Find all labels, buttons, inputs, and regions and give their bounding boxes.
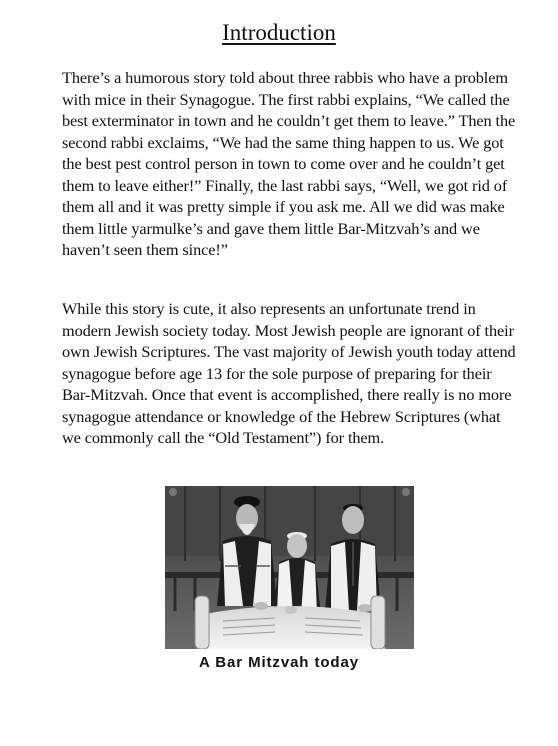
figure-caption: A Bar Mitzvah today — [199, 654, 359, 671]
bar-mitzvah-photo — [165, 486, 414, 649]
paragraph-trend: While this story is cute, it also represents an unfortunate trend in modern Jewish society today. Most Jewish people are ignorant of their own Jewish Scriptures. The vast majority of Jewish youth today attend synagogue before age 13 for the sole purpose of preparing for their Bar-Mitzvah. Once that event is accomplished, there really is no more synagogue attendance or knowledge of the Hebrew Scriptures (what we commonly call the “Old Testament”) for them. — [62, 299, 516, 447]
page-title: Introduction — [222, 20, 336, 45]
paragraph-rabbi-story: There’s a humorous story told about three rabbis who have a problem with mice in their Synagogue. The first rabbi explains, “We called the best exterminator in town and he couldn’t get them to leave.” Then the second rabbi exclaims, “We had the same thing happen to us. We got the best pest control person in town to come over and he couldn’t get them to leave either!” Finally, the last rabbi says, “Well, we got rid of them all and it was pretty simple if you ask me. All we did was make them little yarmulke’s and gave them little Bar-Mitzvah’s and we haven’t seen them since!” — [62, 68, 516, 259]
